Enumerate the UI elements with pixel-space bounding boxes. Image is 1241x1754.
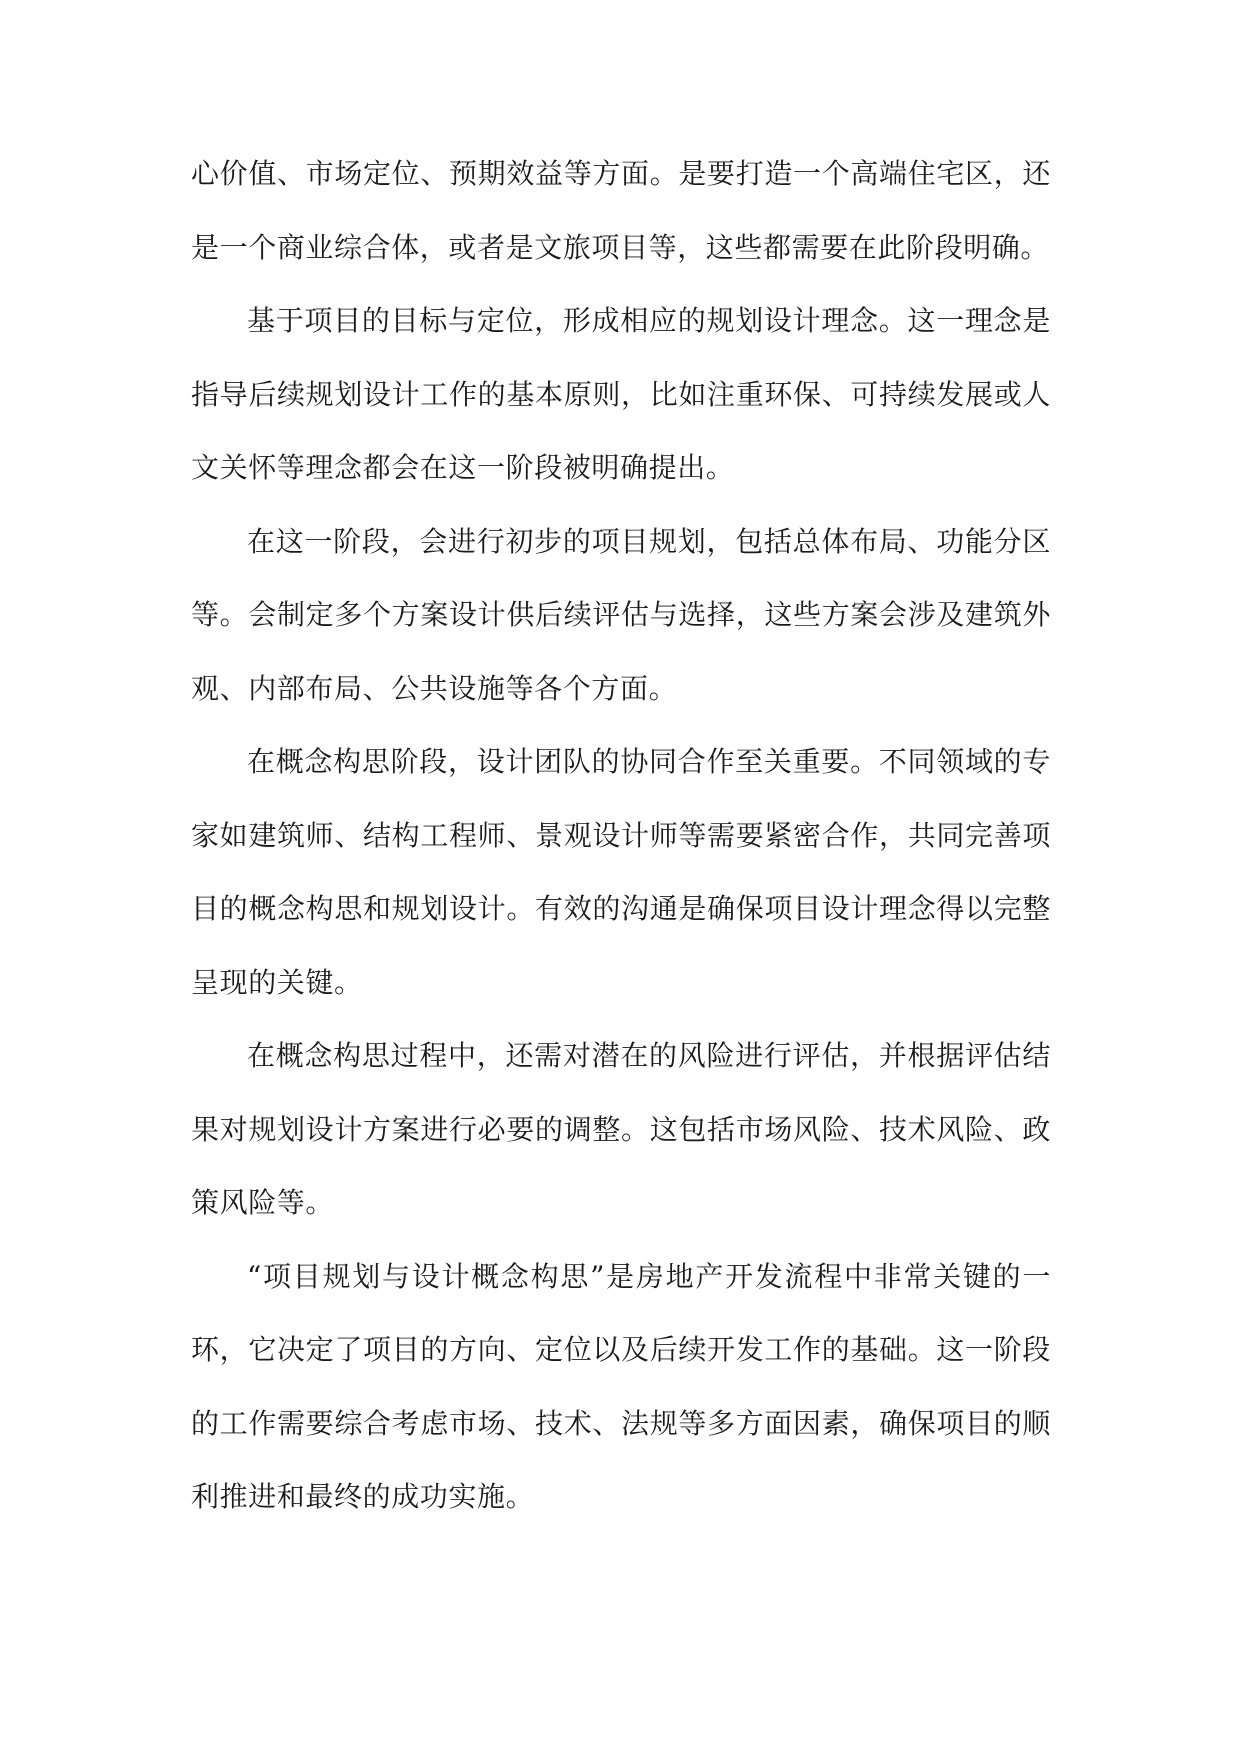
paragraph-summary: “项目规划与设计概念构思”是房地产开发流程中非常关键的一环，它决定了项目的方向、定位以及后续开发工作的基础。这一阶段的工作需要综合考虑市场、技术、法规等多方面因素，确保项目的顺利推进和最终的成功实施。 bbox=[191, 1259, 1051, 1513]
paragraph-team-collaboration: 在概念构思阶段，设计团队的协同合作至关重要。不同领域的专家如建筑师、结构工程师、景观设计师等需要紧密合作，共同完善项目的概念构思和规划设计。有效的沟通是确保项目设计理念得以完整呈现的关键。 bbox=[191, 745, 1051, 999]
paragraph-design-concept: 基于项目的目标与定位，形成相应的规划设计理念。这一理念是指导后续规划设计工作的基本原则，比如注重环保、可持续发展或人文关怀等理念都会在这一阶段被明确提出。 bbox=[191, 304, 1051, 484]
body-text bbox=[191, 137, 1051, 1534]
paragraph-preliminary-planning: 在这一阶段，会进行初步的项目规划，包括总体布局、功能分区等。会制定多个方案设计供后续评估与选择，这些方案会涉及建筑外观、内部布局、公共设施等各个方面。 bbox=[191, 524, 1051, 705]
paragraph-risk-assessment: 在概念构思过程中，还需对潜在的风险进行评估，并根据评估结果对规划设计方案进行必要的调整。这包括市场风险、技术风险、政策风险等。 bbox=[191, 1039, 1051, 1219]
paragraph-continued: 心价值、市场定位、预期效益等方面。是要打造一个高端住宅区，还是一个商业综合体，或者是文旅项目等，这些都需要在此阶段明确。 bbox=[191, 157, 1051, 264]
